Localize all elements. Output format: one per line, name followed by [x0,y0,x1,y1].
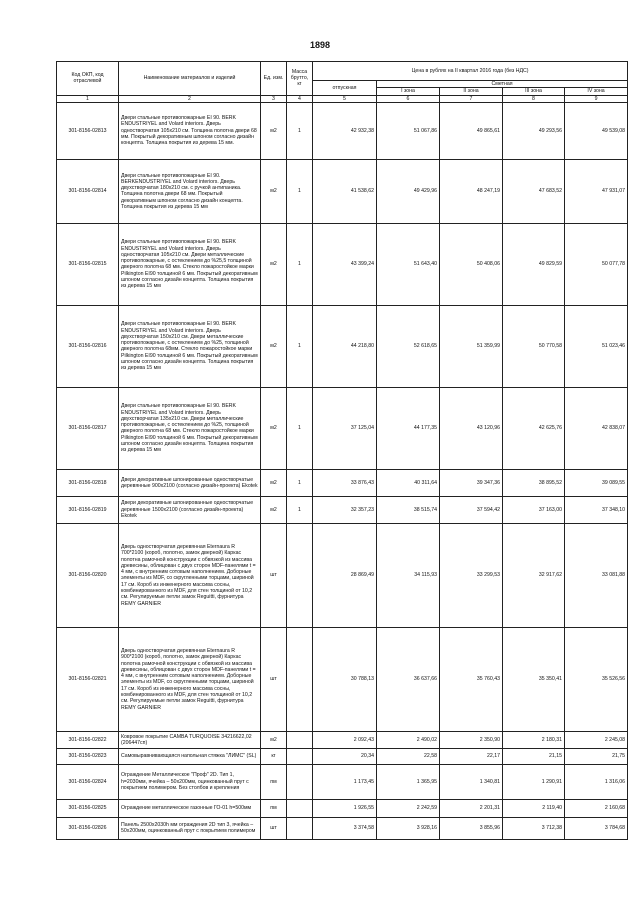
item-unit: пм [261,764,287,799]
item-mass [287,731,313,748]
item-unit: м2 [261,305,287,387]
item-unit: шт [261,627,287,731]
price-zone-1: 44 177,35 [377,387,440,469]
header-code: Код ОКП, код отраслевой [57,62,119,96]
price-zone-4: 37 348,10 [565,496,628,523]
column-number: 8 [503,95,565,102]
table-row [57,799,628,817]
item-unit: м2 [261,496,287,523]
price-zone-1: 1 365,95 [377,764,440,799]
price-zone-1: 40 311,64 [377,469,440,496]
price-zone-4: 35 526,56 [565,627,628,731]
price-zone-2: 37 594,42 [440,496,503,523]
item-code: 301-8156-02824 [57,764,119,799]
price-release: 43 399,24 [313,223,377,305]
header-release: отпускная [313,81,377,96]
item-mass: 1 [287,159,313,223]
item-mass: 1 [287,469,313,496]
price-zone-3: 38 895,52 [503,469,565,496]
price-release: 32 357,23 [313,496,377,523]
price-zone-2: 2 350,90 [440,731,503,748]
price-zone-3: 2 119,40 [503,799,565,817]
price-release: 30 788,13 [313,627,377,731]
item-mass: 1 [287,496,313,523]
price-zone-2: 39 347,36 [440,469,503,496]
column-number: 3 [261,95,287,102]
column-number: 1 [57,95,119,102]
price-zone-3: 49 293,56 [503,102,565,159]
price-zone-1: 36 637,66 [377,627,440,731]
item-name: Дверь одностворчатая деревянная Eternaura R 700*2100 (короб, полотно, замок дверной) Каркас полотна рамочной конструкции с обвязкой из массива древесины, облицован с двух сторон MDF-панелями t = 4 мм, с внутренним сотовым наполнением. Доборные элементы из MDF, со скругленными торцами, шириной 17 см. Короб из инженерного массива сосны, комбинированного из MDF, для стен толщиной от 10,2 см. Регулируемые петли замок Reguitti, фурнитура REMY GARNIER [119,523,261,627]
price-zone-2: 50 408,06 [440,223,503,305]
price-zone-4: 49 539,08 [565,102,628,159]
item-mass: 1 [287,387,313,469]
price-zone-2: 48 247,19 [440,159,503,223]
item-mass [287,748,313,764]
item-mass: 1 [287,223,313,305]
price-release: 2 092,43 [313,731,377,748]
price-zone-1: 49 429,96 [377,159,440,223]
column-number: 9 [565,95,628,102]
header-name: Наименование материалов и изделий [119,62,261,96]
price-zone-1: 34 115,93 [377,523,440,627]
header-unit: Ед. изм. [261,62,287,96]
item-code: 301-8156-02819 [57,496,119,523]
price-zone-3: 32 917,62 [503,523,565,627]
item-name: Двери стальные противопожарные EI 90. BERK ENDUSTRIYEL and Volard interiors. Дверь двухстворчатая 150х210 см. Двери металлические противопожарные, с остеклением до %25, толщиной дверного полотна 68мм. Стекло пожаростойкое марки Pilkington EI90 толщиной 6 мм. Покрытый декоративным шпоном согласно дизайн концепта. Толщина покрытия из дерева 15 мм [119,305,261,387]
item-name: Двери стальные противопожарные EI 90. BERK ENDUSTRIYEL and Volard interiors. Дверь двухстворчатая 135х210 см. Двери металлические противопожарные, с остеклением до %25, толщиной дверного полотна 68 мм. Стекло пожаростойкое марки Pilkington EI90 толщиной 6 мм. Покрытый декоративным шпоном согласно дизайн концепта. Толщина покрытия из дерева 15 мм [119,387,261,469]
item-mass: 1 [287,102,313,159]
price-zone-3: 3 712,38 [503,817,565,839]
price-zone-1: 22,58 [377,748,440,764]
item-mass [287,817,313,839]
item-code: 301-8156-02822 [57,731,119,748]
table-row [57,764,628,799]
header-estimate: Сметная [377,81,628,88]
price-zone-3: 21,15 [503,748,565,764]
price-zone-1: 2 242,59 [377,799,440,817]
price-zone-3: 35 350,41 [503,627,565,731]
table-row [57,731,628,748]
price-zone-1: 51 067,86 [377,102,440,159]
price-zone-4: 51 023,46 [565,305,628,387]
price-release: 37 125,04 [313,387,377,469]
item-code: 301-8156-02826 [57,817,119,839]
item-code: 301-8156-02815 [57,223,119,305]
item-code: 301-8156-02813 [57,102,119,159]
price-release: 1 926,55 [313,799,377,817]
table-row [57,305,628,387]
price-zone-4: 50 077,78 [565,223,628,305]
item-unit: шт [261,817,287,839]
price-zone-2: 2 201,31 [440,799,503,817]
item-name: Ограждение Металлическое "Проф" 2D. Тип 1, h=2030мм, ячейка – 50х200мм, оцинкованный прут с покрытием полимером. Без столбов и крепления [119,764,261,799]
price-zone-1: 38 515,74 [377,496,440,523]
price-zone-3: 42 625,76 [503,387,565,469]
item-mass [287,799,313,817]
price-zone-4: 42 838,07 [565,387,628,469]
table-row [57,102,628,159]
price-zone-2: 3 855,96 [440,817,503,839]
price-zone-2: 43 120,96 [440,387,503,469]
table-row [57,496,628,523]
column-number: 6 [377,95,440,102]
column-number: 4 [287,95,313,102]
item-unit: м2 [261,159,287,223]
item-name: Панель 2500х2030h мм ограждения 2D тип 3, ячейка – 50х200мм, оцинкованный прут с покрытием полимером [119,817,261,839]
item-unit: м2 [261,469,287,496]
item-name: Ковровое покрытие CAMBA TURQUOISE 34216622,02 (206447сп) [119,731,261,748]
item-unit: м2 [261,731,287,748]
price-release: 3 374,58 [313,817,377,839]
header-zone-1: I зона [377,88,440,95]
price-zone-4: 39 089,55 [565,469,628,496]
price-zone-2: 1 340,81 [440,764,503,799]
item-mass [287,523,313,627]
price-zone-3: 47 683,52 [503,159,565,223]
header-zone-4: IV зона [565,88,628,95]
price-zone-4: 1 316,06 [565,764,628,799]
price-zone-3: 49 829,59 [503,223,565,305]
item-mass: 1 [287,305,313,387]
item-mass [287,764,313,799]
page-number: 1898 [309,40,331,50]
item-unit: кг [261,748,287,764]
price-release: 20,34 [313,748,377,764]
item-code: 301-8156-02817 [57,387,119,469]
item-name: Двери стальные противопожарные EI 90. BERKENDUSTRIYEL and Volard interiors. Дверь двухстворчатая 180х210 см. с ручкой антипаника. Толщина полотна двери 68 мм. Покрытый декоративным шпоном согласно дизайн концепта. Толщина покрытия из дерева 15 мм [119,159,261,223]
item-unit: м2 [261,387,287,469]
column-number: 2 [119,95,261,102]
item-code: 301-8156-02816 [57,305,119,387]
price-zone-1: 51 643,40 [377,223,440,305]
price-zone-2: 51 359,99 [440,305,503,387]
item-name: Двери декоративные шпонированные одностворчатые деревянные 1500х2100 (согласно дизайн-проекта) Ekotek [119,496,261,523]
price-zone-2: 22,17 [440,748,503,764]
price-zone-3: 50 770,58 [503,305,565,387]
price-release: 28 869,49 [313,523,377,627]
header-zone-3: III зона [503,88,565,95]
price-zone-3: 1 290,91 [503,764,565,799]
item-mass [287,627,313,731]
price-release: 44 218,80 [313,305,377,387]
price-table [56,61,628,840]
item-unit: м2 [261,223,287,305]
price-zone-3: 37 163,00 [503,496,565,523]
price-zone-4: 2 160,68 [565,799,628,817]
price-release: 42 932,38 [313,102,377,159]
item-name: Дверь одностворчатая деревянная Eternaura R 900*2100 (короб, полотно, замок дверной) Каркас полотна рамочной конструкции с обвязкой из массива древесины, облицован с двух сторон MDF-панелями t = 4 мм, с внутренним сотовым наполнением. Доборные элементы из MDF, со скругленными торцами, шириной 17 см. Короб из инженерного массива сосны, комбинированного из MDF, для стен толщиной от 10,2 см. Регулируемые петли замок Reguitti, фурнитура REMY GARNIER [119,627,261,731]
price-zone-4: 47 931,07 [565,159,628,223]
table-row [57,387,628,469]
table-row [57,223,628,305]
price-zone-2: 35 760,43 [440,627,503,731]
item-name: Ограждение металлическое газонные ГО-01 h=500мм [119,799,261,817]
item-name: Двери декоративные шпонированные одностворчатые деревянные 900х2100 (согласно дизайн-проекта) Ekotek [119,469,261,496]
item-code: 301-8156-02825 [57,799,119,817]
table-row [57,817,628,839]
item-name: Самовыравнивающаяся напольная стяжка "ЛИМС" (SL) [119,748,261,764]
price-zone-2: 49 865,61 [440,102,503,159]
header-mass: Масса брутто, кг [287,62,313,96]
price-zone-1: 52 618,65 [377,305,440,387]
price-zone-4: 2 245,08 [565,731,628,748]
column-number-row [57,95,628,102]
price-zone-4: 21,75 [565,748,628,764]
price-zone-3: 2 180,31 [503,731,565,748]
column-number: 7 [440,95,503,102]
table-row [57,469,628,496]
price-zone-4: 3 784,68 [565,817,628,839]
item-unit: пм [261,799,287,817]
price-zone-1: 2 490,02 [377,731,440,748]
price-zone-1: 3 928,16 [377,817,440,839]
header-zone-2: II зона [440,88,503,95]
item-unit: м2 [261,102,287,159]
column-number: 5 [313,95,377,102]
price-release: 1 173,45 [313,764,377,799]
table-row [57,627,628,731]
price-zone-2: 33 299,53 [440,523,503,627]
item-name: Двери стальные противопожарные EI 90. BERK ENDUSTRIYEL and Volard interiors. Дверь одностворчатая 105х210 см. Двери металлические противопожарные, с остеклением до %25,5 толщиной дверного полотна 68 мм. Стекло пожаростойкое марки Pilkington EI90 толщиной 6 мм. Покрытый декоративным шпоном согласно дизайн концепта. Толщина покрытия из дерева 15 мм [119,223,261,305]
table-row [57,523,628,627]
item-code: 301-8156-02814 [57,159,119,223]
header-price-title: Цена в рублях на II квартал 2016 года (без НДС) [313,62,628,81]
item-code: 301-8156-02821 [57,627,119,731]
price-zone-4: 33 081,88 [565,523,628,627]
item-unit: шт [261,523,287,627]
table-row [57,748,628,764]
item-code: 301-8156-02820 [57,523,119,627]
price-release: 33 876,43 [313,469,377,496]
table-row [57,159,628,223]
item-code: 301-8156-02823 [57,748,119,764]
price-release: 41 538,62 [313,159,377,223]
item-name: Двери стальные противопожарные EI 90. BERK ENDUSTRIYEL and Volard interiors. Дверь одностворчатая 105х210 см. Толщина полотна двери 68 мм. Покрытый декоративным шпоном согласно дизайн концепта. Толщина покрытия из дерева 15 мм. [119,102,261,159]
item-code: 301-8156-02818 [57,469,119,496]
